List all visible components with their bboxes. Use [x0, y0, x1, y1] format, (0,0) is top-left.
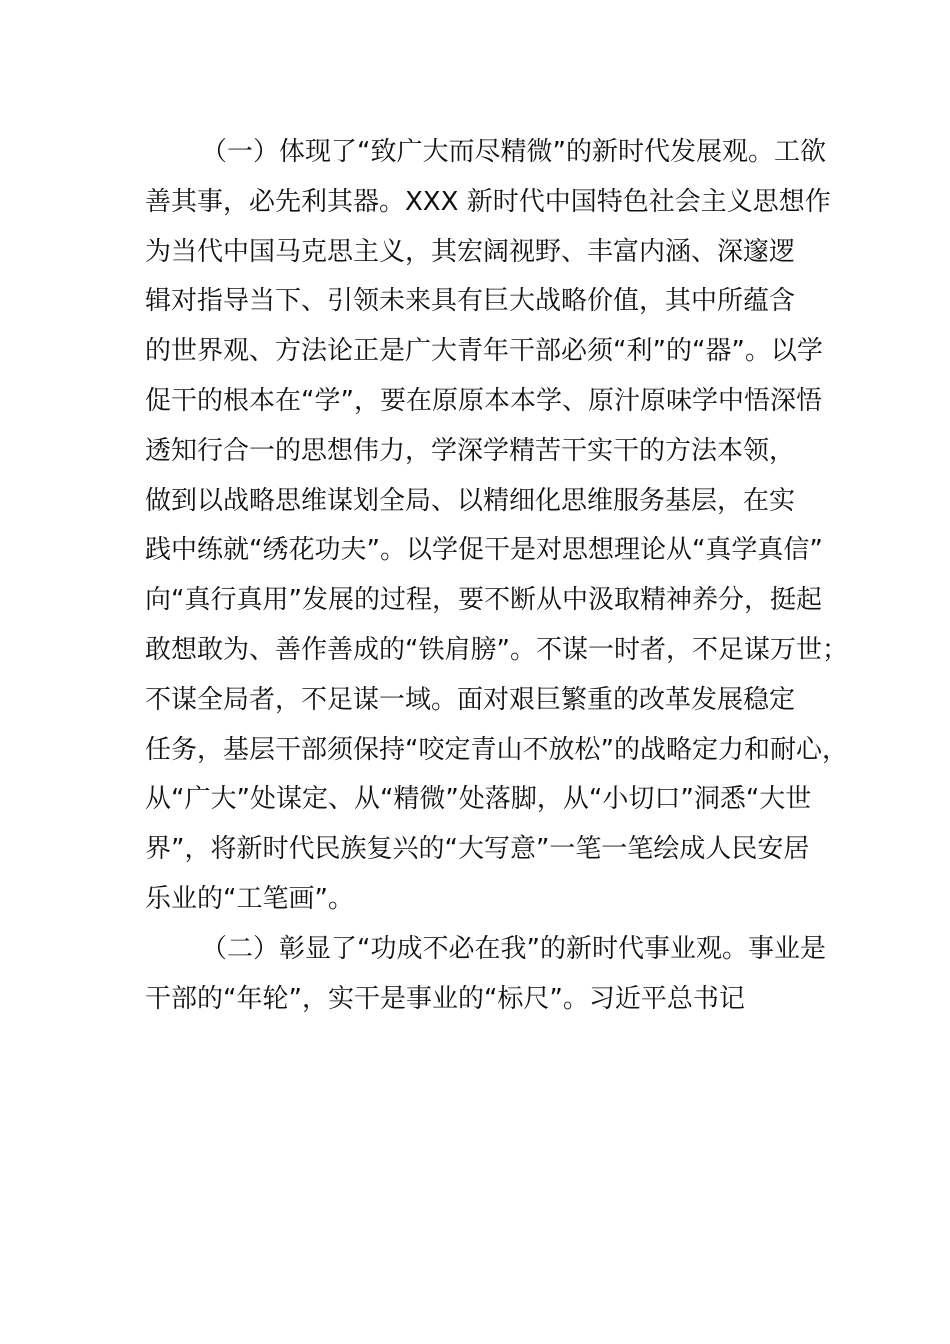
paragraph-1-line-3: 为当代中国马克思主义，其宏阔视野、丰富内涵、深邃逻 [145, 236, 796, 267]
paragraph-1-line-4: 辑对指导当下、引领未来具有巨大战略价值，其中所蕴含 [145, 286, 796, 317]
paragraph-1-line-5: 的世界观、方法论正是广大青年干部必须“利”的“器”。以学 [145, 336, 823, 367]
paragraph-1-line-7: 透知行合一的思想伟力，学深学精苦干实干的方法本领， [145, 435, 796, 466]
paragraph-1-line-8: 做到以战略思维谋划全局、以精细化思维服务基层，在实 [145, 485, 796, 516]
paragraph-1-line-12: 不谋全局者，不足谋一域。面对艰巨繁重的改革发展稳定 [145, 684, 796, 715]
paragraph-2-line-2: 干部的“年轮”，实干是事业的“标尺”。习近平总书记 [145, 983, 745, 1014]
paragraph-1-line-10: 向“真行真用”发展的过程，要不断从中汲取精神养分，挺起 [145, 585, 822, 616]
paragraph-1-line-15: 界”，将新时代民族复兴的“大写意”一笔一笔绘成人民安居 [145, 834, 810, 865]
paragraph-1-line-2: 善其事，必先利其器。XXX 新时代中国特色社会主义思想作 [145, 186, 831, 217]
paragraph-1-line-11: 敢想敢为、善作善成的“铁肩膀”。不谋一时者，不足谋万世； [145, 634, 848, 665]
paragraph-2-line-1: （二）彰显了“功成不必在我”的新时代事业观。事业是 [201, 933, 826, 964]
paragraph-1-line-6: 促干的根本在“学”，要在原原本本学、原汁原味学中悟深悟 [145, 385, 822, 416]
paragraph-1-line-16: 乐业的“工笔画”。 [145, 883, 354, 914]
paragraph-1-line-13: 任务，基层干部须保持“咬定青山不放松”的战略定力和耐心， [145, 734, 848, 765]
paragraph-1-line-1: （一）体现了“致广大而尽精微”的新时代发展观。工欲 [201, 137, 826, 167]
paragraph-1-line-14: 从“广大”处谋定、从“精微”处落脚，从“小切口”洞悉“大世 [145, 784, 812, 815]
paragraph-1-line-9: 践中练就“绣花功夫”。以学促干是对思想理论从“真学真信” [145, 535, 823, 566]
document-body [145, 128, 848, 1024]
